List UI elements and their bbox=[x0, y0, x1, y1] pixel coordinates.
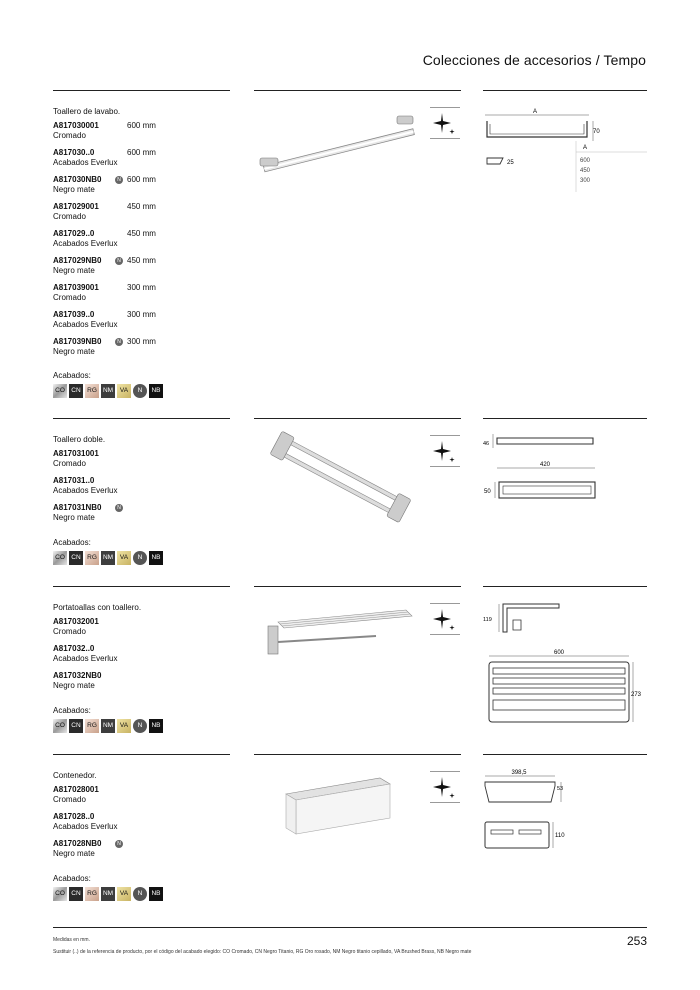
product-section-double-towel-rail bbox=[0, 418, 700, 586]
svg-text:119: 119 bbox=[483, 617, 492, 623]
page-number: 253 bbox=[626, 934, 647, 948]
product-size: 450 mm bbox=[127, 202, 156, 211]
finish-swatch-nm: NM bbox=[101, 551, 115, 565]
black-finish-badge bbox=[115, 149, 123, 157]
product-caption: Contenedor. bbox=[53, 771, 97, 780]
finish-swatch-n: N bbox=[133, 384, 147, 398]
divider bbox=[483, 754, 647, 755]
finish-swatch-co: CO bbox=[53, 384, 67, 398]
product-finish: Acabados Everlux bbox=[53, 320, 118, 329]
product-size: 450 mm bbox=[127, 229, 156, 238]
svg-text:600: 600 bbox=[579, 158, 591, 164]
divider bbox=[53, 586, 230, 587]
product-photo-towel-shelf bbox=[256, 592, 416, 702]
black-finish-badge bbox=[115, 284, 123, 292]
black-finish-badge bbox=[115, 122, 123, 130]
finish-swatch-nb: NB bbox=[149, 887, 163, 901]
finishes-block bbox=[53, 371, 163, 398]
product-variant bbox=[53, 337, 233, 357]
product-code: A817030..0 bbox=[53, 148, 95, 157]
product-code: A817039NB0 bbox=[53, 337, 102, 346]
finish-swatch-co: CO bbox=[53, 551, 67, 565]
finish-swatch-nb: NB bbox=[149, 384, 163, 398]
product-caption: Portatoallas con toallero. bbox=[53, 603, 142, 612]
product-code: A817032..0 bbox=[53, 644, 95, 653]
product-code: A817029NB0 bbox=[53, 256, 102, 265]
finishes-label: Acabados: bbox=[53, 874, 91, 883]
black-finish-badge bbox=[115, 311, 123, 319]
product-finish: Acabados Everlux bbox=[53, 486, 118, 495]
product-size: 450 mm bbox=[127, 256, 156, 265]
product-finish: Cromado bbox=[53, 293, 86, 302]
finish-swatch-cn: CN bbox=[69, 384, 83, 398]
finishes-block bbox=[53, 706, 163, 733]
svg-text:398,5: 398,5 bbox=[511, 770, 527, 776]
product-finish: Acabados Everlux bbox=[53, 239, 118, 248]
black-finish-badge bbox=[115, 813, 123, 821]
svg-text:50: 50 bbox=[484, 489, 491, 495]
finish-swatch-va: VA bbox=[117, 887, 131, 901]
divider bbox=[53, 90, 230, 91]
product-code: A817030NB0 bbox=[53, 175, 102, 184]
footer-note-finishes: Sustituir (..) de la referencia de producto, por el código del acabado elegido: CO Cromado, CN Negro Titanio, RG Oro rosado, NM Negro titanio cepillado, VA Brushed Brass, NB Negro mate bbox=[53, 949, 472, 955]
divider bbox=[483, 418, 647, 419]
sparkle-icon bbox=[430, 107, 460, 139]
product-size: 300 mm bbox=[127, 310, 156, 319]
product-size: 600 mm bbox=[127, 121, 156, 130]
finish-swatch-n: N bbox=[133, 887, 147, 901]
black-finish-badge bbox=[115, 203, 123, 211]
finish-swatch-co: CO bbox=[53, 887, 67, 901]
technical-drawing-double-towel-rail bbox=[483, 428, 647, 568]
sparkle-icon bbox=[430, 771, 460, 803]
product-finish: Negro mate bbox=[53, 266, 95, 275]
product-section-towel-rail bbox=[0, 90, 700, 420]
finish-swatch-co: CO bbox=[53, 719, 67, 733]
svg-text:A: A bbox=[582, 145, 588, 151]
product-info bbox=[53, 435, 233, 530]
finish-swatch-nb: NB bbox=[149, 551, 163, 565]
product-info bbox=[53, 603, 233, 698]
finish-swatch-rg: RG bbox=[85, 384, 99, 398]
product-caption: Toallero doble. bbox=[53, 435, 106, 444]
product-photo-towel-rail bbox=[256, 96, 416, 206]
finish-swatch-n: N bbox=[133, 719, 147, 733]
finish-swatch-va: VA bbox=[117, 719, 131, 733]
product-code: A817028..0 bbox=[53, 812, 95, 821]
finishes-label: Acabados: bbox=[53, 538, 91, 547]
page-title: Colecciones de accesorios / Tempo bbox=[422, 52, 646, 68]
black-finish-badge: N bbox=[115, 176, 123, 184]
finish-swatch-va: VA bbox=[117, 551, 131, 565]
finish-swatch-cn: CN bbox=[69, 551, 83, 565]
product-code: A817032001 bbox=[53, 617, 99, 626]
product-variant bbox=[53, 839, 233, 859]
finish-swatches bbox=[53, 719, 163, 733]
product-variant bbox=[53, 785, 233, 805]
svg-text:110: 110 bbox=[555, 833, 565, 839]
product-finish: Negro mate bbox=[53, 849, 95, 858]
product-variant bbox=[53, 449, 233, 469]
finishes-label: Acabados: bbox=[53, 371, 91, 380]
product-finish: Acabados Everlux bbox=[53, 822, 118, 831]
product-variant bbox=[53, 617, 233, 637]
product-finish: Cromado bbox=[53, 212, 86, 221]
divider bbox=[483, 90, 647, 91]
product-finish: Negro mate bbox=[53, 347, 95, 356]
finish-swatch-n: N bbox=[133, 551, 147, 565]
technical-drawing-towel-shelf bbox=[483, 596, 647, 736]
black-finish-badge bbox=[115, 645, 123, 653]
product-variant bbox=[53, 202, 233, 222]
product-variant bbox=[53, 812, 233, 832]
product-code: A817039..0 bbox=[53, 310, 95, 319]
product-variant bbox=[53, 310, 233, 330]
product-code: A817028NB0 bbox=[53, 839, 102, 848]
product-finish: Cromado bbox=[53, 795, 86, 804]
product-variant bbox=[53, 283, 233, 303]
black-finish-badge bbox=[115, 786, 123, 794]
finish-swatch-rg: RG bbox=[85, 887, 99, 901]
product-size: 300 mm bbox=[127, 283, 156, 292]
svg-text:A: A bbox=[532, 109, 538, 115]
finish-swatches bbox=[53, 551, 163, 565]
product-variant bbox=[53, 175, 233, 195]
black-finish-badge bbox=[115, 672, 123, 680]
finish-swatch-rg: RG bbox=[85, 551, 99, 565]
product-variant bbox=[53, 671, 233, 691]
product-code: A817031001 bbox=[53, 449, 99, 458]
footer-note-units: Medidas en mm. bbox=[53, 937, 90, 943]
sparkle-icon bbox=[430, 603, 460, 635]
product-code: A817031NB0 bbox=[53, 503, 102, 512]
divider bbox=[254, 418, 461, 419]
black-finish-badge: N bbox=[115, 338, 123, 346]
product-variant bbox=[53, 229, 233, 249]
svg-text:53: 53 bbox=[557, 786, 564, 792]
finishes-block bbox=[53, 538, 163, 565]
finish-swatch-cn: CN bbox=[69, 887, 83, 901]
product-section-container bbox=[0, 754, 700, 922]
divider bbox=[254, 586, 461, 587]
finish-swatch-nm: NM bbox=[101, 384, 115, 398]
product-finish: Acabados Everlux bbox=[53, 158, 118, 167]
product-info bbox=[53, 107, 233, 364]
product-variant bbox=[53, 148, 233, 168]
black-finish-badge: N bbox=[115, 504, 123, 512]
finish-swatches bbox=[53, 887, 163, 901]
divider bbox=[53, 754, 230, 755]
technical-drawing-towel-rail bbox=[483, 100, 647, 240]
divider bbox=[53, 418, 230, 419]
product-variant bbox=[53, 644, 233, 664]
svg-text:600: 600 bbox=[553, 650, 565, 656]
product-finish: Negro mate bbox=[53, 681, 95, 690]
svg-text:450: 450 bbox=[579, 168, 591, 174]
finishes-label: Acabados: bbox=[53, 706, 91, 715]
black-finish-badge bbox=[115, 230, 123, 238]
sparkle-icon bbox=[430, 435, 460, 467]
finish-swatch-nb: NB bbox=[149, 719, 163, 733]
black-finish-badge: N bbox=[115, 257, 123, 265]
product-code: A817029..0 bbox=[53, 229, 95, 238]
product-variant bbox=[53, 503, 233, 523]
product-variant bbox=[53, 121, 233, 141]
divider bbox=[483, 586, 647, 587]
product-code: A817031..0 bbox=[53, 476, 95, 485]
product-size: 600 mm bbox=[127, 148, 156, 157]
finishes-block bbox=[53, 874, 163, 901]
divider bbox=[254, 90, 461, 91]
product-finish: Cromado bbox=[53, 459, 86, 468]
black-finish-badge: N bbox=[115, 840, 123, 848]
black-finish-badge bbox=[115, 618, 123, 626]
product-code: A817029001 bbox=[53, 202, 99, 211]
product-code: A817032NB0 bbox=[53, 671, 102, 680]
product-finish: Negro mate bbox=[53, 185, 95, 194]
technical-drawing-container bbox=[483, 764, 647, 904]
black-finish-badge bbox=[115, 477, 123, 485]
product-code: A817028001 bbox=[53, 785, 99, 794]
product-photo-double-towel-rail bbox=[256, 424, 416, 534]
product-finish: Cromado bbox=[53, 131, 86, 140]
product-finish: Negro mate bbox=[53, 513, 95, 522]
finish-swatch-va: VA bbox=[117, 384, 131, 398]
svg-text:273: 273 bbox=[631, 692, 642, 698]
product-finish: Cromado bbox=[53, 627, 86, 636]
product-finish: Acabados Everlux bbox=[53, 654, 118, 663]
svg-text:25: 25 bbox=[507, 160, 514, 166]
product-photo-container bbox=[256, 760, 416, 870]
footer-divider bbox=[53, 927, 647, 928]
finish-swatches bbox=[53, 384, 163, 398]
product-section-towel-shelf bbox=[0, 586, 700, 754]
product-variant bbox=[53, 256, 233, 276]
finish-swatch-nm: NM bbox=[101, 887, 115, 901]
product-code: A817030001 bbox=[53, 121, 99, 130]
svg-text:420: 420 bbox=[539, 462, 551, 468]
svg-text:46: 46 bbox=[483, 441, 490, 447]
finish-swatch-cn: CN bbox=[69, 719, 83, 733]
svg-text:70: 70 bbox=[593, 129, 600, 135]
product-variant bbox=[53, 476, 233, 496]
product-code: A817039001 bbox=[53, 283, 99, 292]
product-size: 300 mm bbox=[127, 337, 156, 346]
divider bbox=[254, 754, 461, 755]
product-size: 600 mm bbox=[127, 175, 156, 184]
black-finish-badge bbox=[115, 450, 123, 458]
finish-swatch-rg: RG bbox=[85, 719, 99, 733]
finish-swatch-nm: NM bbox=[101, 719, 115, 733]
product-caption: Toallero de lavabo. bbox=[53, 107, 121, 116]
product-info bbox=[53, 771, 233, 866]
svg-text:300: 300 bbox=[579, 178, 591, 184]
